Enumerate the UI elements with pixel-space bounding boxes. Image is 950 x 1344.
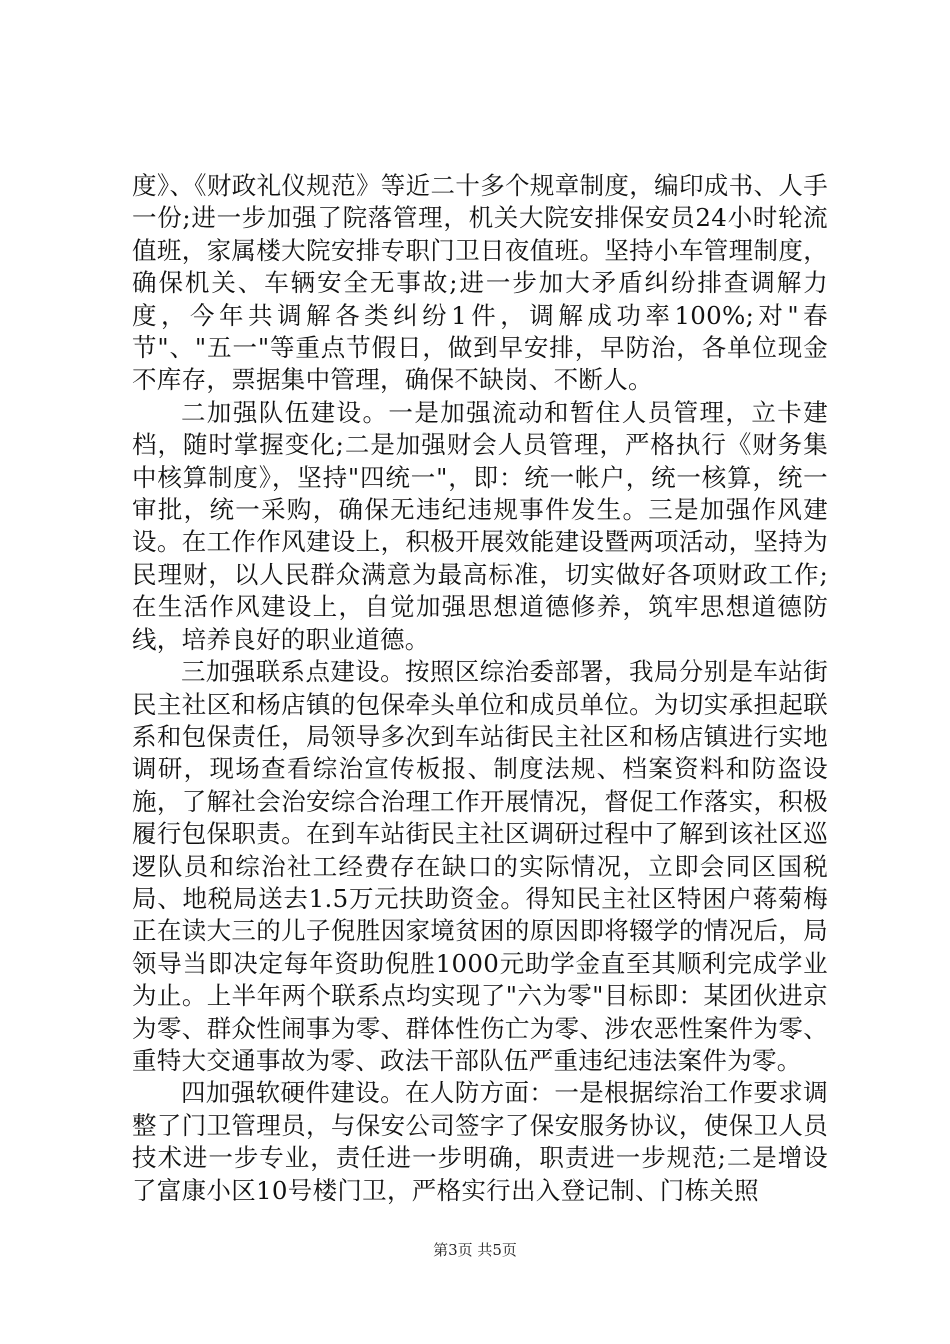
page-number-label: 第3页 共5页 [433, 1241, 517, 1259]
paragraph-3: 三加强联系点建设。按照区综治委部署，我局分别是车站街民主社区和杨店镇的包保牵头单位和成员单位。为切实承担起联系和包保责任，局领导多次到车站街民主社区和杨店镇进行实地调研，现场查看综治宣传板报、制度法规、档案资料和防盗设施，了解社会治安综合治理工作开展情况，督促工作落实，积极履行包保职责。在到车站街民主社区调研过程中了解到该社区巡逻队员和综治社工经费存在缺口的实际情况，立即会同区国税局、地税局送去1.5万元扶助资金。得知民主社区特困户蒋菊梅正在读大三的儿子倪胜因家境贫困的原因即将辍学的情况后，局领导当即决定每年资助倪胜1000元助学金直至其顺利完成学业为止。上半年两个联系点均实现了"六为零"目标即：某团伙进京为零、群众性闹事为零、群体性伤亡为零、涉农恶性案件为零、重特大交通事故为零、政法干部队伍严重违纪违法案件为零。 [132, 657, 828, 1075]
document-body [132, 170, 828, 1207]
paragraph-4: 四加强软硬件建设。在人防方面：一是根据综治工作要求调整了门卫管理员，与保安公司签字了保安服务协议，使保卫人员技术进一步专业，责任进一步明确，职责进一步规范;二是增设了富康小区10号楼门卫，严格实行出入登记制、门栋关照 [132, 1078, 828, 1205]
page-footer [0, 1240, 950, 1260]
paragraph-2: 二加强队伍建设。一是加强流动和暂住人员管理，立卡建档，随时掌握变化;二是加强财会人员管理，严格执行《财务集中核算制度》，坚持"四统一"，即：统一帐户，统一核算，统一审批，统一采购，确保无违纪违规事件发生。三是加强作风建设。在工作作风建设上，积极开展效能建设暨两项活动，坚持为民理财，以人民群众满意为最高标准，切实做好各项财政工作;在生活作风建设上，自觉加强思想道德修养，筑牢思想道德防线，培养良好的职业道德。 [132, 397, 828, 654]
paragraph-1: 度》、《财政礼仪规范》等近二十多个规章制度，编印成书、人手一份;进一步加强了院落管理，机关大院安排保安员24小时轮流值班，家属楼大院安排专职门卫日夜值班。坚持小车管理制度，确保机关、车辆安全无事故;进一步加大矛盾纠纷排查调解力度，今年共调解各类纠纷1件，调解成功率100%;对"春节"、"五一"等重点节假日，做到早安排，早防治，各单位现金不库存，票据集中管理，确保不缺岗、不断人。 [132, 171, 828, 395]
